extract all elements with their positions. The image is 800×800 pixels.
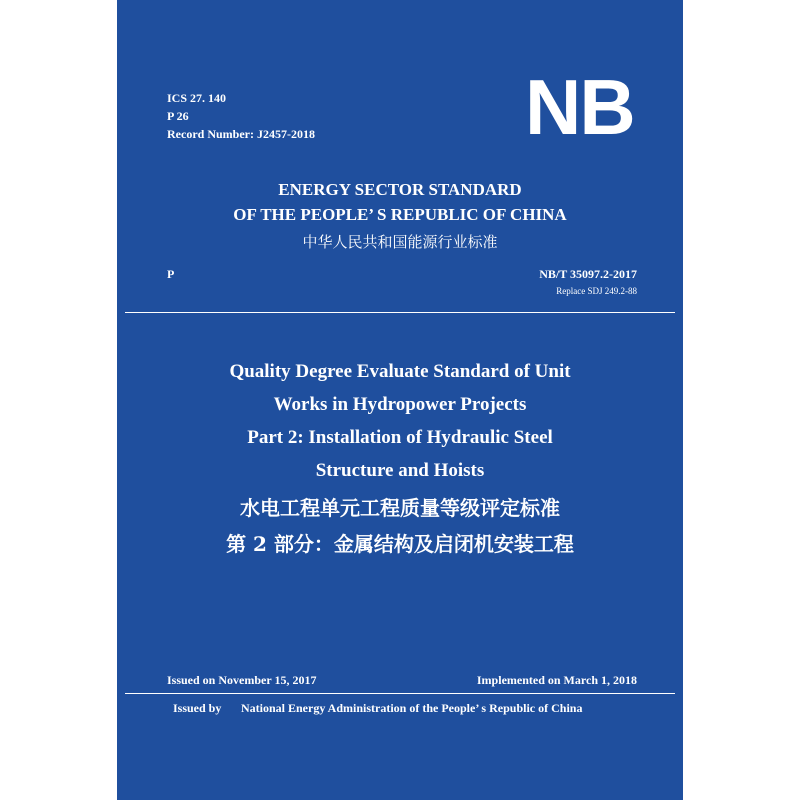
title-cn-line2: 第 2 部分：金属结构及启闭机安装工程 [226,532,574,556]
ics-code: ICS 27. 140 [167,91,227,105]
issued-by-label: Issued by [173,701,222,715]
standard-cover [117,0,683,800]
title-en-line4: Structure and Hoists [315,460,485,481]
divider-bottom [125,693,675,694]
nb-logo: NB [525,63,634,151]
sector-title-chinese: 中华人民共和国能源行业标准 [302,233,498,251]
title-en-line1: Quality Degree Evaluate Standard of Unit [229,361,571,382]
replaces-standard: Replace SDJ 249.2-88 [556,286,637,296]
sector-title-line1: ENERGY SECTOR STANDARD [278,180,522,199]
classification-p26: P 26 [167,109,189,123]
classification-code: P [167,267,175,281]
implemented-date: Implemented on March 1, 2018 [476,673,637,687]
record-number: Record Number: J2457-2018 [167,127,315,141]
title-en-line2: Works in Hydropower Projects [273,394,527,415]
issuing-authority: National Energy Administration of the People’ s Republic of China [241,701,583,715]
title-en-line3: Part 2: Installation of Hydraulic Steel [247,427,553,448]
issued-date: Issued on November 15, 2017 [167,673,317,687]
divider-top [125,312,675,313]
sector-title-line2: OF THE PEOPLE’ S REPUBLIC OF CHINA [233,205,567,224]
standard-number: NB/T 35097.2-2017 [539,267,637,281]
title-cn-line1: 水电工程单元工程质量等级评定标准 [240,496,560,520]
